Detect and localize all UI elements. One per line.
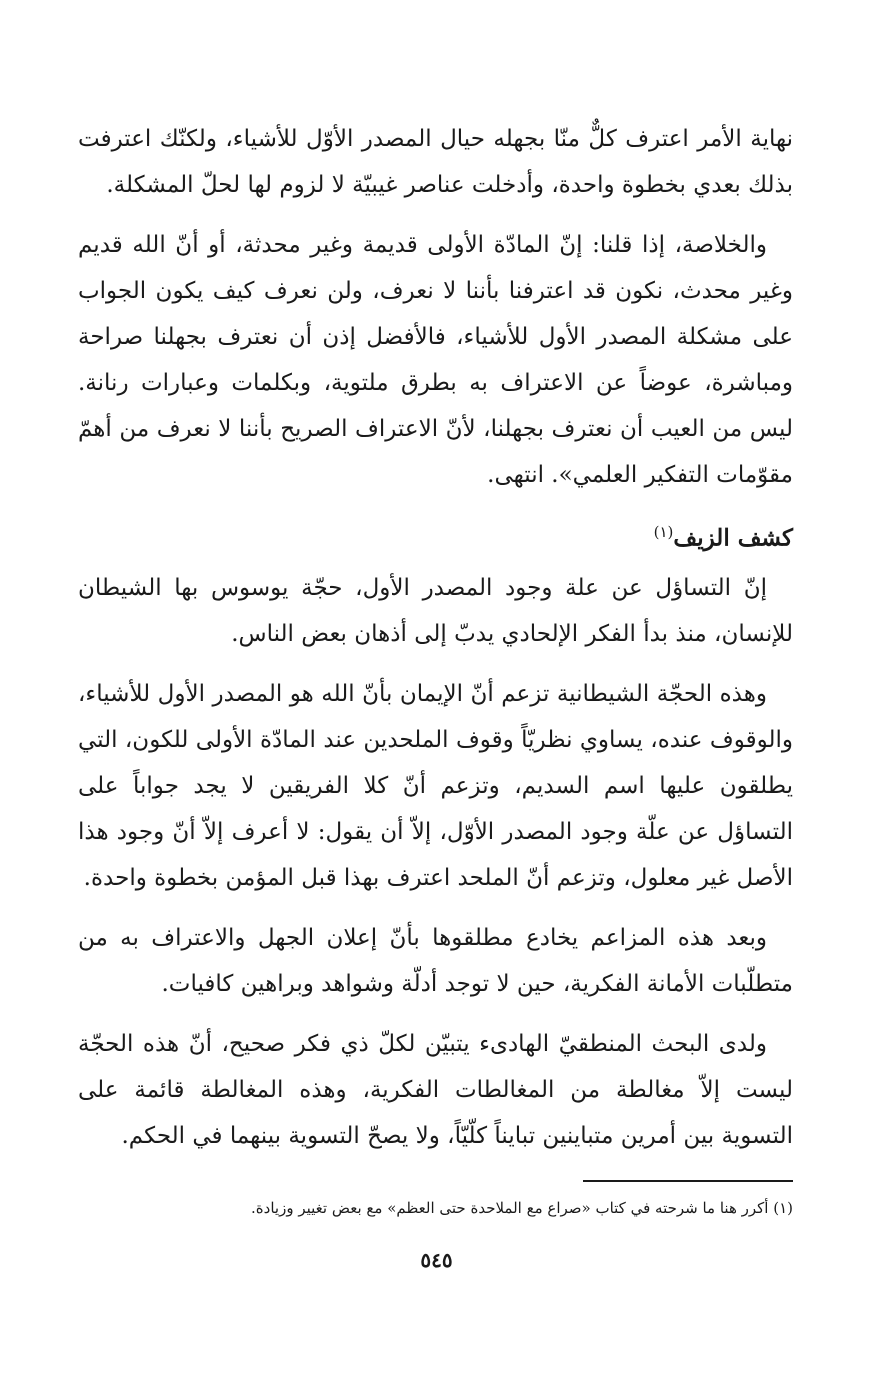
footnote-text: (١) أكرر هنا ما شرحته في كتاب «صراع مع الملاحدة حتى العظم» مع بعض تغيير وزيادة. (251, 1199, 793, 1217)
page-number: ٥٤٥ (420, 1248, 453, 1272)
section-paragraph-1: إنّ التساؤل عن علة وجود المصدر الأول، حجّة يوسوس بها الشيطان للإنسان، منذ بدأ الفكر الإلحادي يدبّ إلى أذهان بعض الناس. (78, 574, 793, 647)
section-heading-text: كشف الزيف (673, 524, 793, 552)
section-heading (78, 512, 793, 559)
section-paragraph-3: وبعد هذه المزاعم يخادع مطلقوها بأنّ إعلان الجهل والاعتراف به من متطلّبات الأمانة الفكرية، حين لا توجد أدلّة وشواهد وبراهين كافيات. (78, 924, 793, 997)
section-paragraph-4: ولدى البحث المنطقيّ الهادىء يتبيّن لكلّ ذي فكر صحيح، أنّ هذه الحجّة ليست إلاّ مغالطة من المغالطات الفكرية، وهذه المغالطة قائمة على التسوية بين أمرين متباينين تبايناً كلّيّاً، ولا يصحّ التسوية بينهما في الحكم. (78, 1030, 793, 1149)
footnote-marker: (١) (653, 523, 674, 541)
footnote-divider (583, 1180, 793, 1182)
body-text (78, 116, 793, 1173)
paragraph-continuation: نهاية الأمر اعترف كلٌّ منّا بجهله حيال المصدر الأوّل للأشياء، ولكنّك اعترفت بذلك بعدي بخطوة واحدة، وأدخلت عناصر غيبيّة لا لزوم لها لحلّ المشكلة. (78, 126, 793, 198)
section-paragraph-2: وهذه الحجّة الشيطانية تزعم أنّ الإيمان بأنّ الله هو المصدر الأول للأشياء، والوقوف عنده، يساوي نظريّاً وقوف الملحدين عند المادّة الأولى للكون، التي يطلقون عليها اسم السديم، وتزعم أنّ كلا الفريقين لا يجد جواباً على التساؤل عن علّة وجود المصدر الأوّل، إلاّ أن يقول: لا أعرف إلاّ أنّ وجود هذا الأصل غير معلول، وتزعم أنّ الملحد اعترف بهذا قبل المؤمن بخطوة واحدة. (78, 680, 793, 891)
paragraph-summary: والخلاصة، إذا قلنا: إنّ المادّة الأولى قديمة وغير محدثة، أو أنّ الله قديم وغير محدث، نكون قد اعترفنا بأننا لا نعرف، ولن نعرف كيف يكون الجواب على مشكلة المصدر الأول للأشياء، فالأفضل إذن أن نعترف بجهلنا صراحة ومباشرة، عوضاً عن الاعتراف به بطرق ملتوية، وبكلمات وعبارات رنانة. ليس من العيب أن نعترف بجهلنا، لأنّ الاعتراف الصريح بأننا لا نعرف من أهمّ مقوّمات التفكير العلمي». انتهى. (78, 232, 793, 488)
